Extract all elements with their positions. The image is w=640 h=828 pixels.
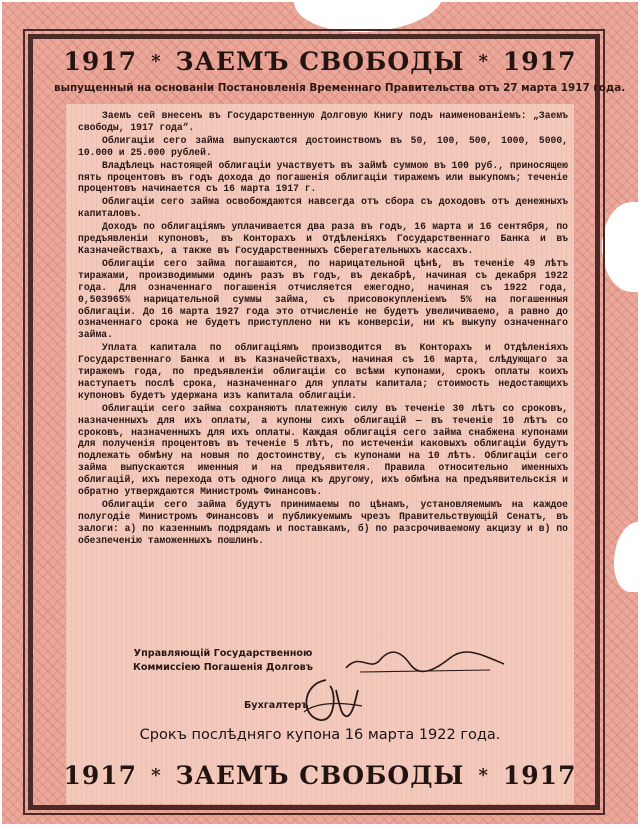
manager-title-line1: Управляющій Государственною [133,648,313,659]
header-title: ЗАЕМЪ СВОБОДЫ [175,46,465,76]
torn-edge-right-lower [614,522,638,592]
footer-star-right: * [478,764,489,786]
torn-edge-right-upper [602,202,638,292]
header-banner [40,44,600,78]
last-coupon-deadline: Срокъ послѣдняго купона 16 марта 1922 года. [139,727,501,743]
footer-star-left: * [151,764,162,786]
terms-paragraph: Уплата капитала по облигаціямъ производится въ Конторахъ и Отдѣленіяхъ Государственнаго Банка и въ Казначействахъ, начиная съ 16 марта, слѣдующаго за тиражемъ года, по предъявленіи облигаціи со всѣми купонами, срокъ оплаты коихъ наступаетъ послѣ срока, назначеннаго для уплаты капитала; стоимость недостающихъ купоновъ будетъ удержана изъ капитала облигаціи. [78,342,568,401]
torn-edge-top [294,2,444,32]
footer-title: ЗАЕМЪ СВОБОДЫ [175,760,465,790]
terms-paragraph: Облигаціи сего займа погашаются, по нарицательной цѣнѣ, въ теченіе 49 лѣтъ тиражами, производимыми одинъ разъ въ годъ, въ декабрѣ, начиная съ декабря 1922 года. Для означеннаго погашенія отчисляется ежегодно, начиная съ 1922 года, 0,503965% нарицательной суммы займа, съ присовокупленіемъ 5% на погашенныя облигаціи. До 16 марта 1927 года это отчисленіе не будетъ увеличиваемо, а равно до означеннаго срока не будетъ приступлено ни къ конверсіи, ни къ выкупу означеннаго займа. [78,257,568,341]
terms-paragraph: Облигаціи сего займа выпускаются достоинствомъ въ 50, 100, 500, 1000, 5000, 10.000 и 25.000 рублей. [78,134,568,158]
accountant-label: Бухгалтеръ [244,700,309,711]
terms-paragraph: Облигаціи сего займа будутъ принимаемы по цѣнамъ, установляемымъ на каждое полугодіе Министромъ Финансовъ и публикуемымъ чрезъ Правительствующій Сенатъ, въ залоги: а) по казеннымъ подрядамъ и поставкамъ, б) по разсрочиваемому акцизу и в) по обезпеченію таможенныхъ пошлинъ. [78,499,568,546]
header-year-right: 1917 [502,46,577,76]
terms-paragraph: Облигаціи сего займа освобождаются навсегда отъ сбора съ доходовъ отъ денежныхъ капиталовъ. [78,196,568,220]
header-star-right: * [478,50,489,72]
terms-paragraph: Заемъ сей внесенъ въ Государственную Долговую Книгу подъ наименованіемъ: „Заемъ свободы, 1917 года“. [78,110,568,133]
footer-banner [40,758,600,792]
bond-terms [78,110,568,548]
accountant-signature [296,672,366,726]
terms-paragraph: Облигаціи сего займа сохраняютъ платежную силу въ теченіе 30 лѣтъ со сроковъ, назначенныхъ для ихъ оплаты, а купоны сихъ облигацій — въ теченіе 10 лѣтъ со сроковъ, назначенныхъ для ихъ оплаты. Каждая облигація сего займа снабжена купонами для полученія процентовъ въ теченіе 5 лѣтъ, по истеченіи каковыхъ облигаціи будутъ подлежать обмѣну на новыя по достоинству, съ купонами на 10 лѣтъ. Облигаціи сего займа выпускаются именныя и на предъявителя. Правила относительно именныхъ облигацій, ихъ перехода отъ одного лица къ другому, ихъ обмѣна на предъявительскія и обратно утверждаются Министромъ Финансовъ. [78,402,568,498]
header-star-left: * [151,50,162,72]
manager-title-line2: Коммиссіею Погашенія Долговъ [133,662,313,673]
header-year-left: 1917 [63,46,138,76]
terms-paragraph: Доходъ по облигаціямъ уплачивается два раза въ годъ, 16 марта и 16 сентября, по предъявленіи купоновъ, въ Конторахъ и Отдѣленіяхъ Государственнаго Банка и въ Казначействахъ, а также въ Государственныхъ Сберегательныхъ кассахъ. [78,221,568,256]
footer-year-right: 1917 [502,760,577,790]
terms-paragraph: Владѣлецъ настоящей облигаціи участвуетъ въ займѣ суммою въ 100 руб., приносящею пять процентовъ въ годъ дохода до погашенія облигаціи тиражемъ или выкупомъ; теченіе процентовъ начинается съ 16 марта 1917 г. [78,159,568,195]
header-subtitle: выпущенный на основаніи Постановленія Временнаго Правительства отъ 27 марта 1917 года. [54,82,626,94]
footer-year-left: 1917 [63,760,138,790]
